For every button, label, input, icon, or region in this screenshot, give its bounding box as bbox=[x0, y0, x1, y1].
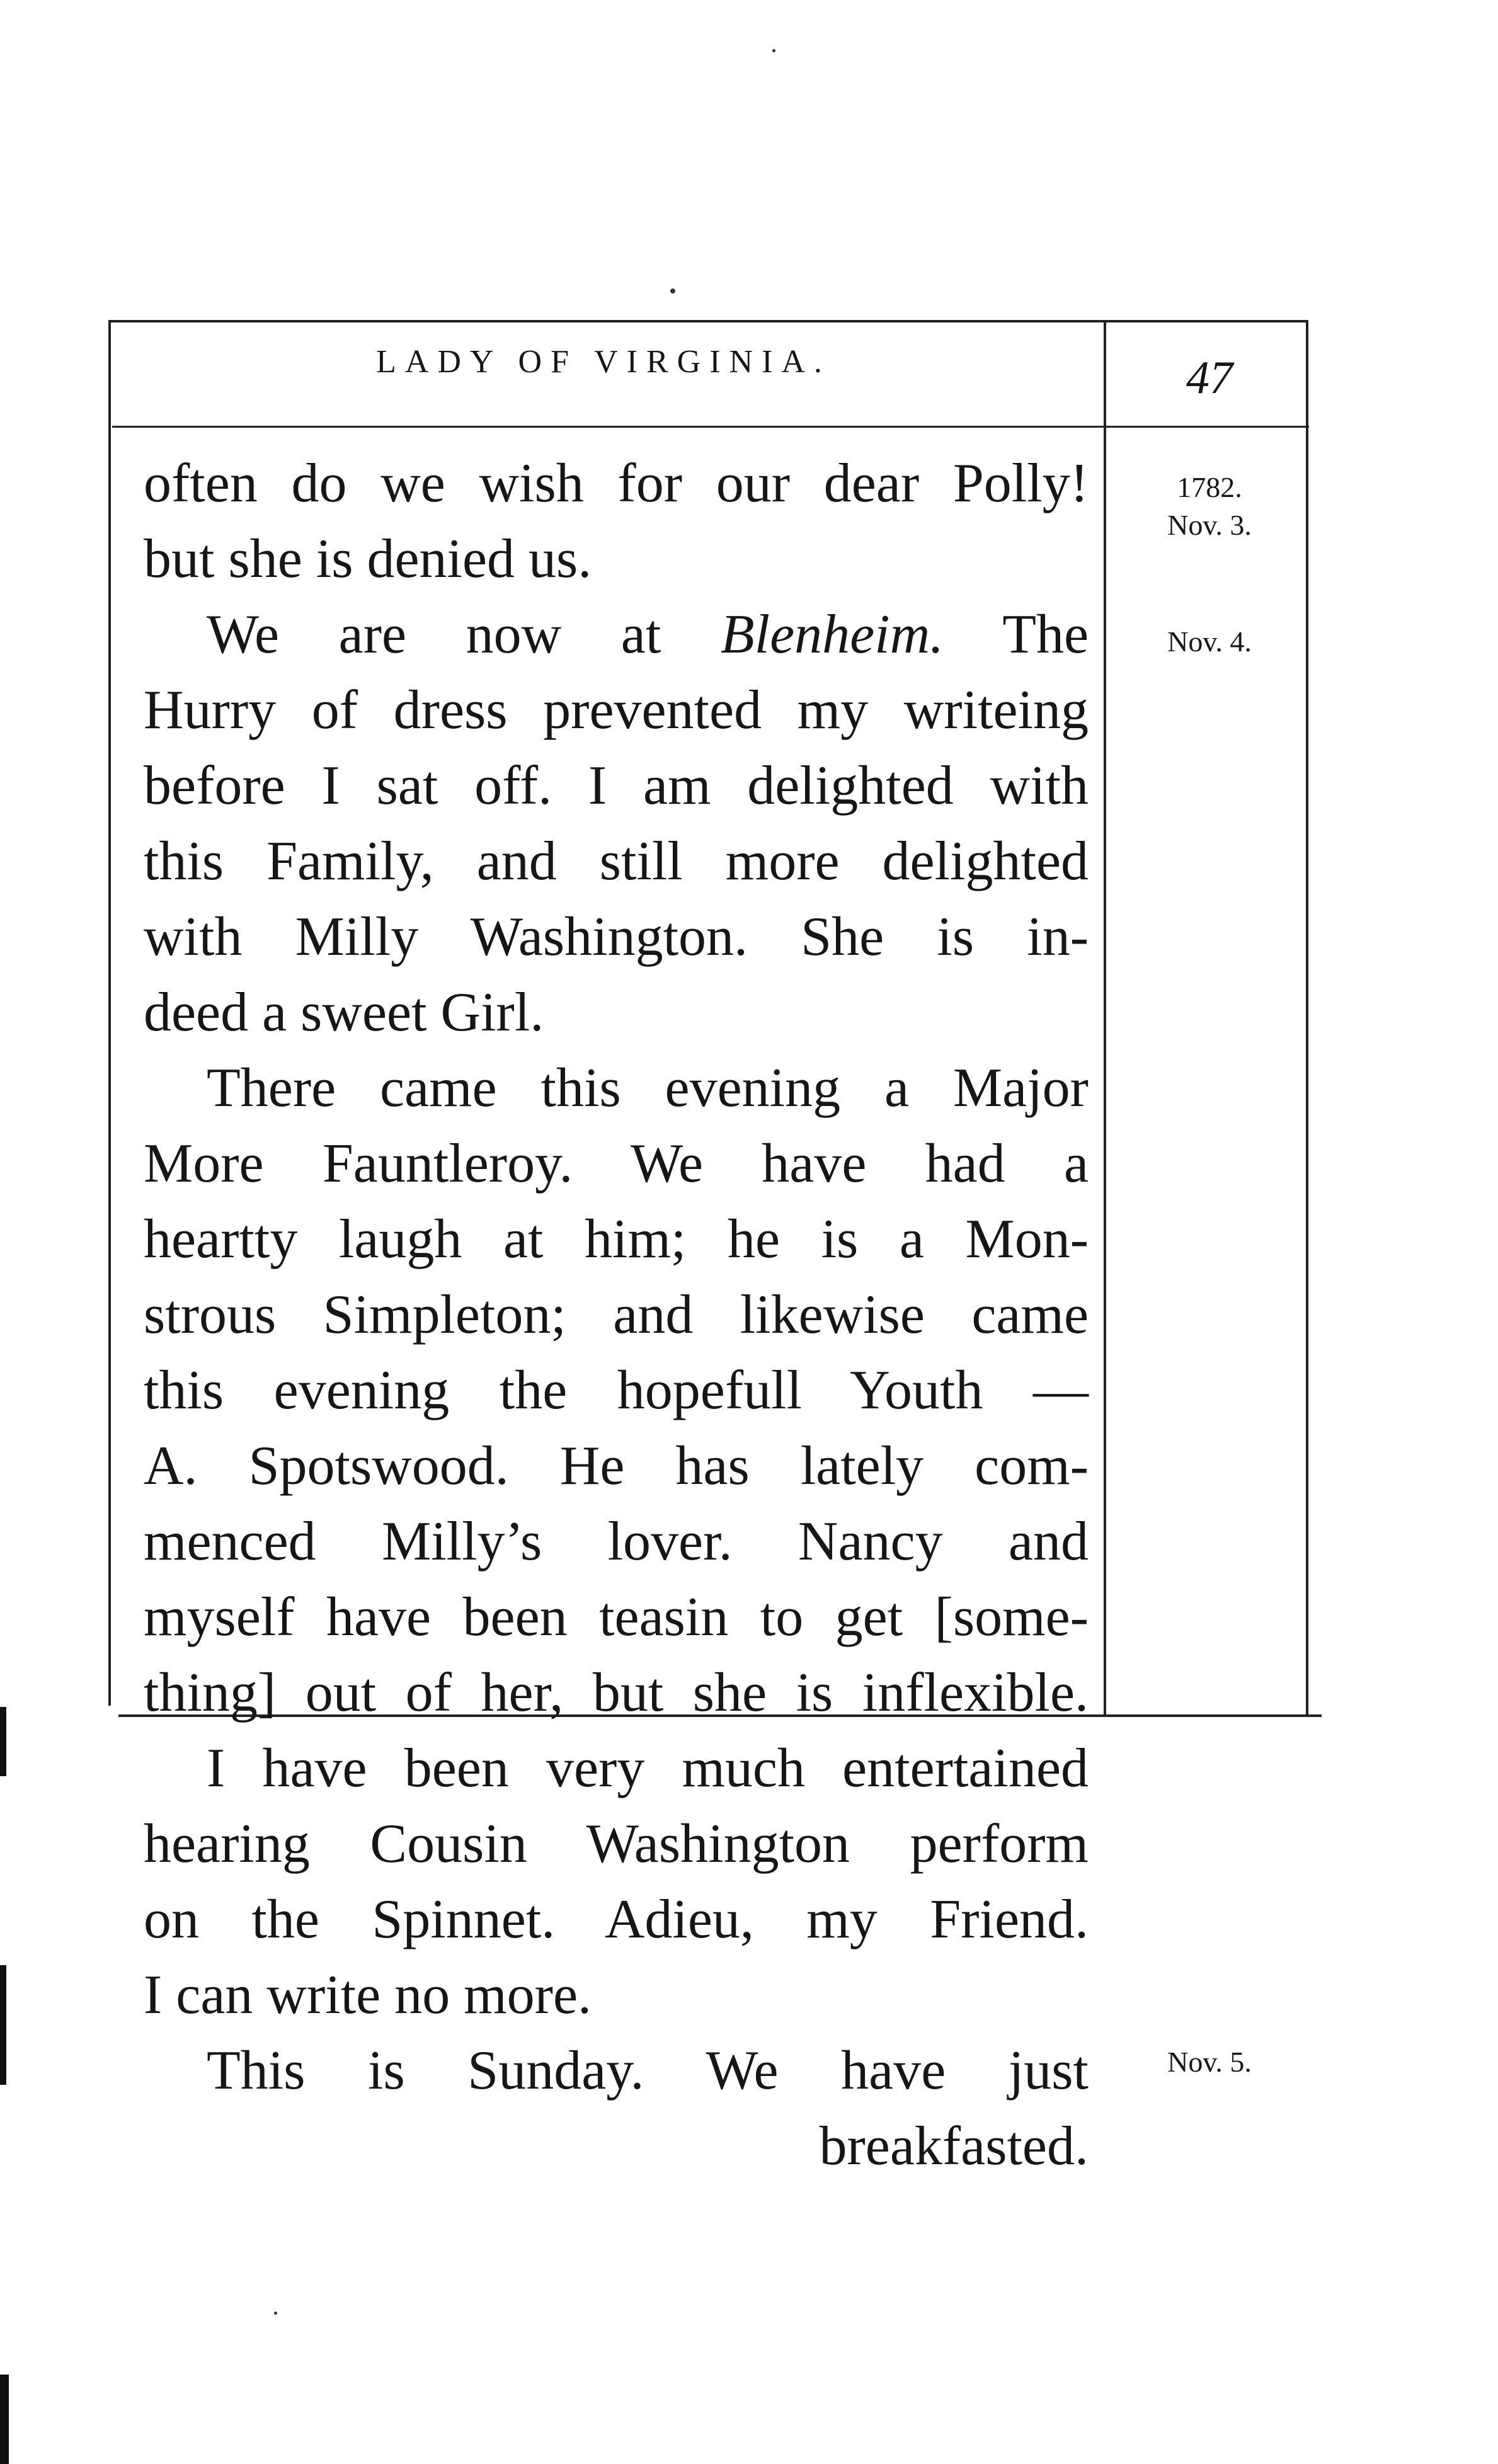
text-line: hearing Cousin Washington perform bbox=[144, 1813, 1089, 1874]
scan-edge-mark bbox=[0, 1965, 6, 2085]
text-line: breakfasted. bbox=[819, 2116, 1089, 2177]
text-line: menced Milly’s lover. Nancy and bbox=[144, 1511, 1089, 1572]
frame-top-rule bbox=[108, 320, 1308, 322]
text-line: A. Spotswood. He has lately com- bbox=[144, 1435, 1089, 1497]
text-line: I have been very much entertained bbox=[207, 1738, 1089, 1799]
header-bottom-rule bbox=[112, 426, 1309, 428]
margin-note-nov-4: Nov. 4. bbox=[1167, 625, 1252, 658]
margin-note-nov-3: Nov. 3. bbox=[1167, 509, 1252, 541]
text-line: This is Sunday. We have just bbox=[207, 2040, 1089, 2101]
text-line: There came this evening a Major bbox=[207, 1058, 1089, 1119]
text-line: More Fauntleroy. We have had a bbox=[144, 1133, 1089, 1194]
text-segment: The bbox=[1002, 604, 1089, 665]
text-line: this evening the hopefull Youth — bbox=[144, 1360, 1089, 1421]
text-line: deed a sweet Girl. bbox=[144, 982, 544, 1043]
running-head: LADY OF VIRGINIA. bbox=[376, 344, 831, 380]
frame-left-rule bbox=[108, 320, 111, 1706]
text-line: before I sat off. I am delighted with bbox=[144, 755, 1089, 816]
text-line: this Family, and still more delighted bbox=[144, 831, 1089, 892]
text-line: Hurry of dress prevented my writeing bbox=[144, 680, 1089, 741]
text-segment: We are now at bbox=[207, 604, 661, 665]
text-line: with Milly Washington. She is in- bbox=[144, 906, 1089, 967]
scan-speck bbox=[772, 49, 775, 52]
margin-note-year: 1782. bbox=[1177, 471, 1242, 503]
scan-speck bbox=[274, 2312, 277, 2315]
text-line: often do we wish for our dear Polly! bbox=[144, 453, 1089, 514]
margin-note-nov-5: Nov. 5. bbox=[1167, 2046, 1252, 2078]
text-line: strous Simpleton; and likewise came bbox=[144, 1284, 1089, 1345]
column-divider-rule bbox=[1104, 320, 1106, 1716]
frame-right-rule bbox=[1306, 320, 1308, 1716]
italic-place-name: Blenheim. bbox=[720, 604, 944, 665]
scan-speck bbox=[670, 288, 675, 294]
page-number: 47 bbox=[1186, 352, 1233, 404]
scan-edge-mark bbox=[0, 1707, 6, 1776]
text-line: on the Spinnet. Adieu, my Friend. bbox=[144, 1889, 1089, 1950]
text-line bbox=[144, 597, 1089, 673]
text-line: myself have been teasin to get [some- bbox=[144, 1587, 1089, 1648]
text-line: heartty laugh at him; he is a Mon- bbox=[144, 1209, 1089, 1270]
text-line: but she is denied us. bbox=[144, 528, 592, 590]
scan-edge-mark bbox=[0, 2375, 9, 2464]
text-line: I can write no more. bbox=[144, 1965, 592, 2026]
text-line: thing] out of her, but she is inflexible. bbox=[144, 1662, 1089, 1723]
body-text bbox=[144, 446, 1089, 2184]
